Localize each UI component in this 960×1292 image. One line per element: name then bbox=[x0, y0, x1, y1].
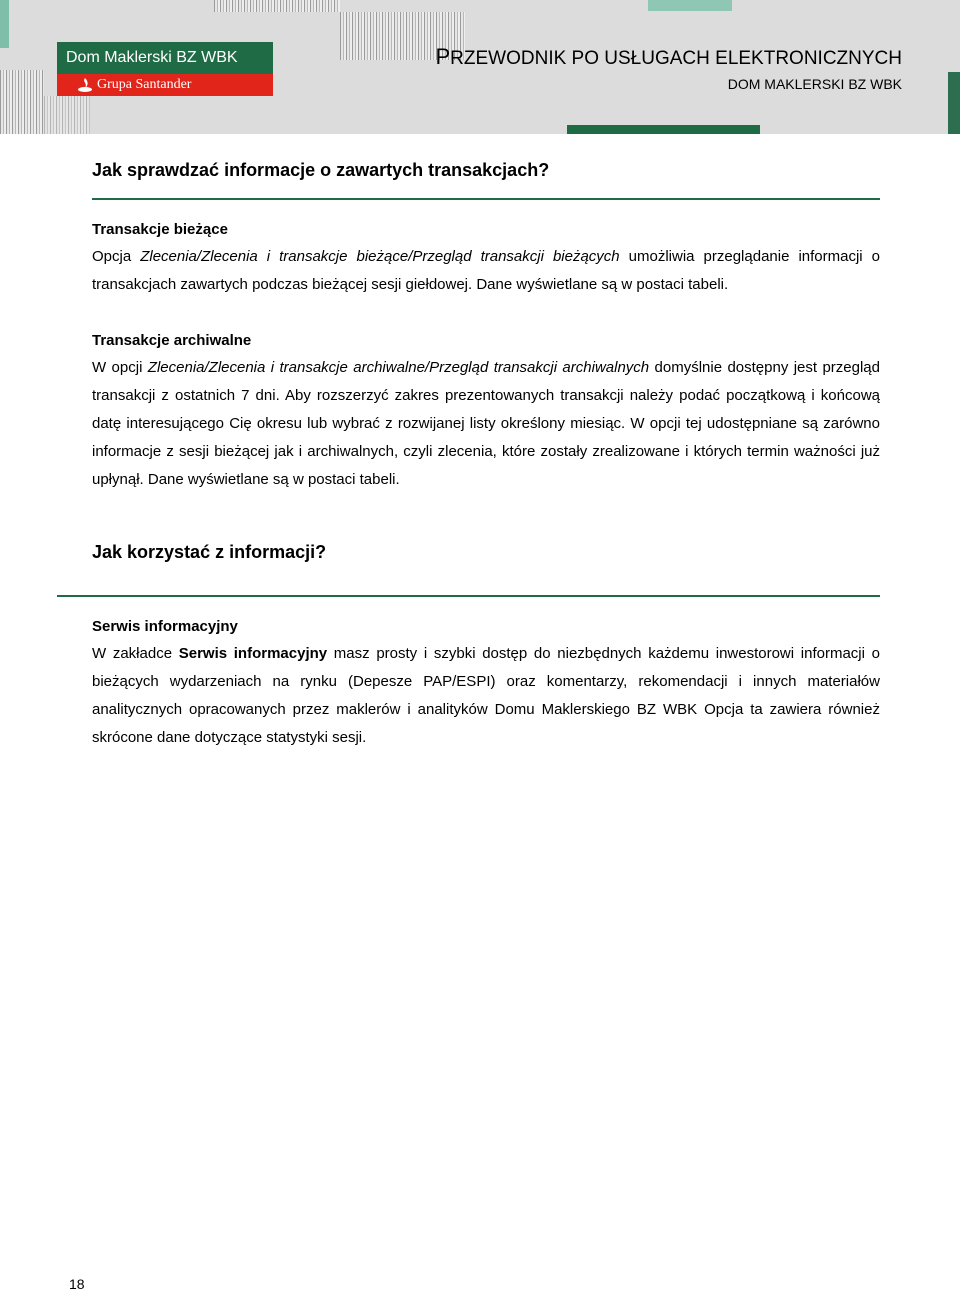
company-logo bbox=[57, 42, 273, 96]
logo-name: Dom Maklerski BZ WBK bbox=[57, 42, 273, 74]
paragraph-archive-transactions: W opcji Zlecenia/Zlecenia i transakcje archiwalne/Przegląd transakcji archiwalnych domyślnie dostępny jest przegląd transakcji z ostatnich 7 dni. Aby rozszerzyć zakres prezentowanych transakcji należy podać początkową i końcową datę interesującego Cię okresu lub wybrać z rozwijanej listy określony miesiąc. W opcji tej udostępniane są zarówno informacje z sesji bieżącej jak i archiwalnych, czyli zlecenia, które zostały zrealizowane i których termin ważności już upłynął. Dane wyświetlane są w postaci tabeli. bbox=[92, 359, 880, 488]
logo-group-name: Grupa Santander bbox=[97, 77, 192, 92]
decorative-bar bbox=[948, 72, 960, 134]
decorative-stripes bbox=[44, 96, 90, 134]
subsection-title: Serwis informacyjny bbox=[92, 618, 238, 635]
decorative-bar bbox=[567, 125, 760, 134]
section-heading: Jak sprawdzać informacje o zawartych transakcjach? bbox=[92, 160, 550, 180]
menu-path: Zlecenia/Zlecenia i transakcje bieżące/Przegląd transakcji bieżących bbox=[140, 248, 620, 265]
page-number: 18 bbox=[69, 1276, 85, 1292]
decorative-stripes bbox=[214, 0, 340, 12]
paragraph-current-transactions: Opcja Zlecenia/Zlecenia i transakcje bieżące/Przegląd transakcji bieżących umożliwia przeglądanie informacji o transakcjach zawartych podczas bieżącej sesji giełdowej. Dane wyświetlane są w postaci tabeli. bbox=[92, 248, 880, 293]
menu-path: Zlecenia/Zlecenia i transakcje archiwalne/Przegląd transakcji archiwalnych bbox=[147, 359, 650, 376]
decorative-bar bbox=[0, 0, 9, 48]
section-divider bbox=[92, 198, 880, 200]
tab-name: Serwis informacyjny bbox=[178, 645, 328, 662]
santander-flame-icon bbox=[77, 77, 93, 93]
document-title: PRZEWODNIK PO USŁUGACH ELEKTRONICZNYCH bbox=[435, 44, 902, 69]
subsection-title: Transakcje bieżące bbox=[92, 221, 228, 238]
decorative-bar bbox=[648, 0, 732, 11]
subsection-title: Transakcje archiwalne bbox=[92, 332, 252, 349]
page-header bbox=[0, 0, 960, 134]
section-heading: Jak korzystać z informacji? bbox=[92, 542, 327, 562]
document-subtitle: DOM MAKLERSKI BZ WBK bbox=[727, 76, 902, 92]
decorative-stripes bbox=[0, 70, 44, 134]
paragraph-information-service: W zakładce Serwis informacyjny masz prosty i szybki dostęp do niezbędnych każdemu inwestorowi informacji o bieżących wydarzeniach na rynku (Depesze PAP/ESPI) oraz komentarzy, rekomendacji i innych materiałów analitycznych opracowanych przez maklerów i analityków Domu Maklerskiego BZ WBK Opcja ta zawiera również skrócone dane dotyczące statystyki sesji. bbox=[92, 645, 880, 746]
section-divider bbox=[57, 595, 880, 597]
